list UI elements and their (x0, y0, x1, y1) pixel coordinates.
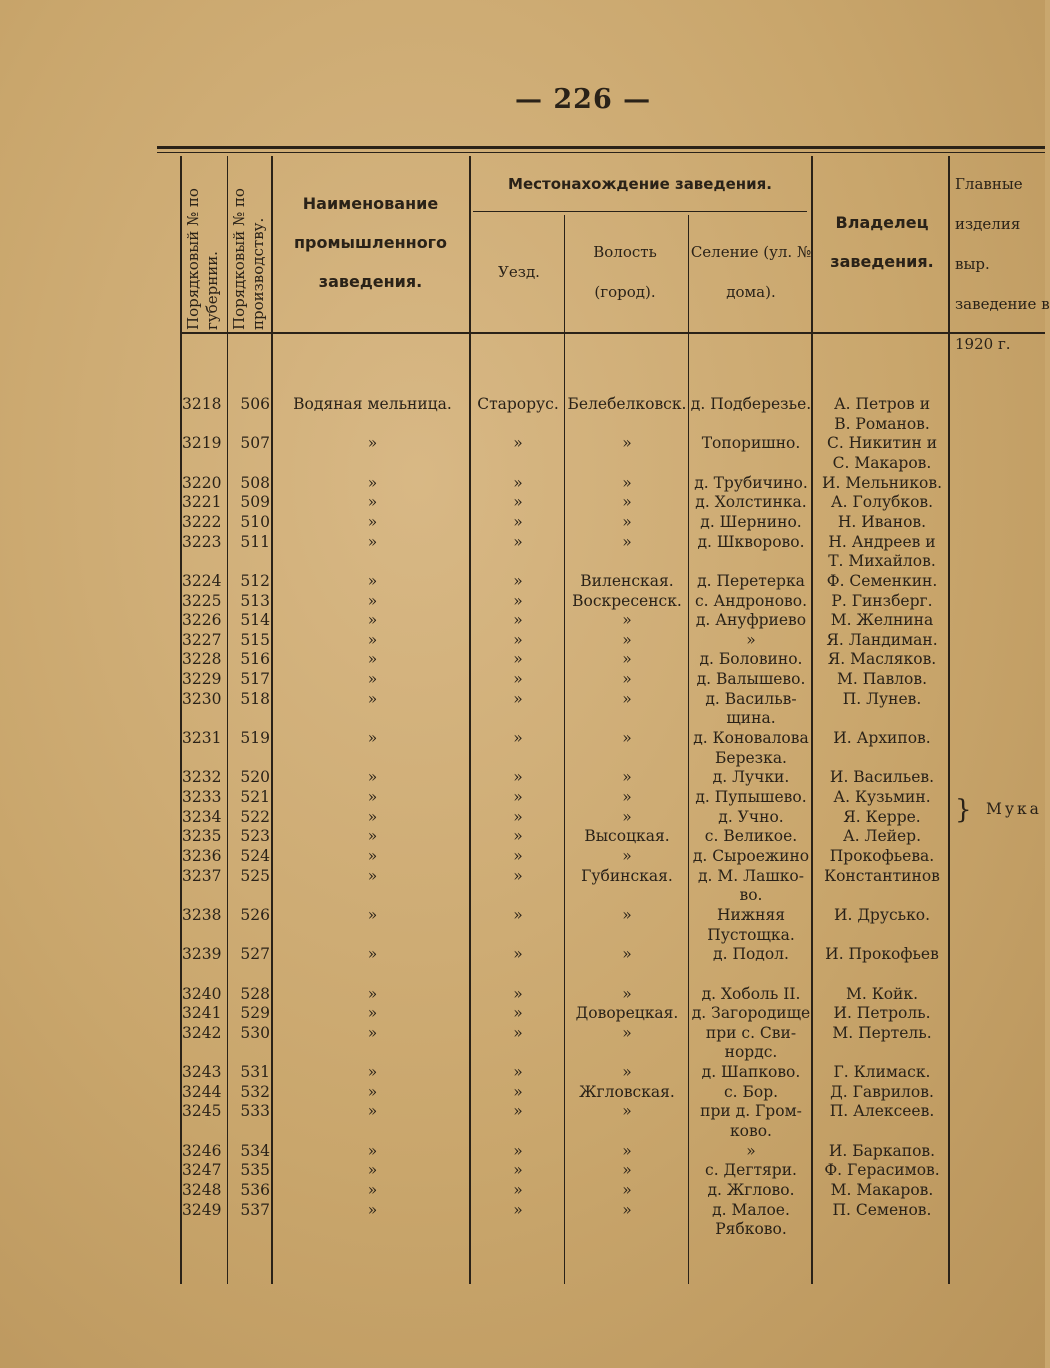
row-39-uezd: » (513, 1161, 523, 1180)
row-26-uezd: » (513, 905, 523, 924)
row-30-volost: » (622, 984, 632, 1003)
row-10-volost: Воскресенск. (572, 591, 682, 610)
row-40-no1: 3248 (182, 1181, 222, 1199)
row-41-volost: » (622, 1200, 632, 1219)
row-20-no1: 3233 (182, 788, 222, 806)
row-41-owner: П. Семенов. (832, 1200, 932, 1219)
row-32-volost: » (622, 1023, 632, 1042)
row-32-no2: 530 (240, 1023, 270, 1042)
row-14-selenie: д. Валышево. (696, 670, 806, 689)
row-21-volost: » (622, 807, 632, 826)
row-23-name: » (367, 846, 378, 865)
row-21-uezd: » (513, 807, 523, 826)
row-24-no1: 3237 (182, 866, 222, 885)
row-15-uezd: » (513, 689, 523, 708)
row-0-name: Водяная мельница. (293, 395, 452, 413)
row-40-uezd: » (513, 1181, 523, 1199)
row-15-name: » (367, 689, 378, 708)
row-8-owner: Т. Михайлов. (828, 552, 936, 571)
row-19-no1: 3232 (182, 768, 222, 787)
row-17-owner: И. Архипов. (833, 729, 931, 748)
row-38-uezd: » (513, 1141, 523, 1160)
row-36-name: » (367, 1102, 378, 1121)
row-36-owner: П. Алексеев. (829, 1102, 935, 1121)
row-17-selenie: д. Коновалова (693, 729, 809, 748)
row-19-owner: И. Васильев. (829, 768, 935, 787)
top-rule-thin (157, 152, 1045, 153)
row-21-owner: Я. Керре. (843, 807, 921, 826)
row-20-volost: » (622, 788, 632, 806)
row-13-uezd: » (513, 650, 523, 669)
row-23-uezd: » (513, 846, 523, 865)
row-12-selenie: » (746, 630, 756, 649)
row-28-selenie: д. Подол. (713, 945, 789, 964)
row-35-name: » (367, 1082, 378, 1101)
row-7-name: » (367, 532, 378, 551)
row-20-name: » (367, 788, 378, 806)
row-12-name: » (367, 630, 378, 649)
row-22-uezd: » (513, 827, 523, 846)
products-brace: } (955, 795, 972, 825)
row-10-name: » (367, 591, 378, 610)
row-30-selenie: д. Хоболь II. (701, 984, 801, 1003)
row-17-name: » (367, 729, 378, 748)
row-35-uezd: » (513, 1082, 523, 1101)
row-22-no1: 3235 (182, 827, 222, 846)
row-36-uezd: » (513, 1102, 523, 1121)
header-uezd: Уезд. (498, 263, 540, 281)
row-18-selenie: Березка. (715, 748, 787, 767)
row-4-volost: » (622, 473, 632, 492)
row-31-no1: 3241 (182, 1004, 222, 1023)
row-14-volost: » (622, 670, 632, 689)
row-28-no2: 527 (240, 945, 270, 964)
header-no-guberniya: Порядковый № по губернии. (184, 188, 221, 330)
row-32-selenie: при с. Сви- (705, 1023, 797, 1042)
row-5-no1: 3221 (182, 493, 222, 512)
row-23-no2: 524 (240, 846, 270, 865)
col-rule-2 (227, 156, 228, 1284)
col-rule-6 (688, 215, 689, 1284)
header-bottom-rule (180, 332, 1045, 334)
products-note: Мука (986, 800, 1042, 818)
row-32-no1: 3242 (182, 1023, 222, 1042)
header-owner: Владелец заведения. (830, 213, 934, 271)
row-38-volost: » (622, 1141, 632, 1160)
row-35-owner: Д. Гаврилов. (830, 1082, 934, 1101)
row-34-no2: 531 (240, 1063, 270, 1082)
row-37-selenie: ково. (729, 1122, 772, 1141)
row-24-no2: 525 (240, 866, 270, 885)
row-32-uezd: » (513, 1023, 523, 1042)
row-21-no2: 522 (240, 807, 270, 826)
row-19-no2: 520 (240, 768, 270, 787)
row-4-no1: 3220 (182, 473, 222, 492)
row-40-volost: » (622, 1181, 632, 1199)
row-38-owner: И. Баркапов. (828, 1141, 936, 1160)
row-0-no2: 506 (240, 395, 270, 413)
row-24-name: » (367, 866, 378, 885)
row-14-no1: 3229 (182, 670, 222, 689)
row-5-owner: А. Голубков. (830, 493, 934, 512)
row-6-volost: » (622, 512, 632, 531)
row-9-no1: 3224 (182, 571, 222, 590)
row-40-selenie: д. Жглово. (707, 1181, 795, 1199)
row-23-selenie: д. Сыроежино (692, 846, 810, 865)
row-10-no1: 3225 (182, 591, 222, 610)
row-19-name: » (367, 768, 378, 787)
row-2-owner: С. Никитин и (826, 434, 938, 453)
row-11-volost: » (622, 611, 632, 630)
row-13-no2: 516 (240, 650, 270, 669)
row-38-no1: 3246 (182, 1141, 222, 1160)
row-38-no2: 534 (240, 1141, 270, 1160)
row-34-no1: 3243 (182, 1063, 222, 1082)
row-5-name: » (367, 493, 378, 512)
row-19-volost: » (622, 768, 632, 787)
row-0-selenie: д. Подберезье. (690, 395, 812, 413)
row-13-volost: » (622, 650, 632, 669)
row-2-no1: 3219 (182, 434, 222, 453)
row-1-owner: В. Романов. (834, 414, 930, 433)
row-9-no2: 512 (240, 571, 270, 590)
row-11-no2: 514 (240, 611, 270, 630)
row-12-no1: 3227 (182, 630, 222, 649)
row-28-volost: » (622, 945, 632, 964)
row-11-owner: М. Желнина (830, 611, 934, 630)
row-6-owner: Н. Иванов. (837, 512, 927, 531)
row-40-name: » (367, 1181, 378, 1199)
row-35-no1: 3244 (182, 1082, 222, 1101)
row-15-no2: 518 (240, 689, 270, 708)
row-39-no2: 535 (240, 1161, 270, 1180)
row-13-owner: Я. Масляков. (827, 650, 937, 669)
row-26-volost: » (622, 905, 632, 924)
col-rule-3 (271, 156, 273, 1284)
row-10-owner: Р. Гинзберг. (831, 591, 933, 610)
row-25-selenie: во. (739, 886, 763, 905)
row-34-selenie: д. Шапково. (701, 1063, 801, 1082)
row-20-no2: 521 (240, 788, 270, 806)
row-28-name: » (367, 945, 378, 964)
row-20-uezd: » (513, 788, 523, 806)
row-32-owner: М. Пертель. (832, 1023, 932, 1042)
row-36-selenie: при д. Гром- (700, 1102, 802, 1121)
header-no-production: Порядковый № по производству. (230, 188, 267, 330)
row-10-selenie: с. Андроново. (694, 591, 808, 610)
row-3-owner: С. Макаров. (832, 453, 932, 472)
row-30-owner: М. Койк. (846, 984, 918, 1003)
row-14-owner: М. Павлов. (836, 670, 928, 689)
row-7-owner: Н. Андреев и (828, 532, 936, 551)
row-24-selenie: д. М. Лашко- (698, 866, 804, 885)
row-2-selenie: Топоришно. (701, 434, 801, 453)
row-9-selenie: д. Перетерка (697, 571, 805, 590)
row-7-uezd: » (513, 532, 523, 551)
row-30-no1: 3240 (182, 984, 222, 1003)
row-10-uezd: » (513, 591, 523, 610)
row-28-owner: И. Прокофьев (825, 945, 939, 964)
row-17-no2: 519 (240, 729, 270, 748)
row-11-no1: 3226 (182, 611, 222, 630)
row-6-selenie: д. Шернино. (700, 512, 802, 531)
row-17-volost: » (622, 729, 632, 748)
row-13-selenie: д. Боловино. (699, 650, 803, 669)
page-number: — 226 — (515, 84, 652, 115)
row-0-owner: А. Петров и (833, 395, 931, 413)
header-selenie: Селение (ул. № дома). (690, 243, 812, 301)
row-39-volost: » (622, 1161, 632, 1180)
row-15-volost: » (622, 689, 632, 708)
row-17-uezd: » (513, 729, 523, 748)
row-4-owner: И. Мельников. (821, 473, 943, 492)
row-31-uezd: » (513, 1004, 523, 1023)
row-0-uezd: Старорус. (477, 395, 559, 413)
row-5-uezd: » (513, 493, 523, 512)
row-9-owner: Ф. Семенкин. (826, 571, 938, 590)
row-2-uezd: » (513, 434, 523, 453)
row-4-no2: 508 (240, 473, 270, 492)
row-4-uezd: » (513, 473, 523, 492)
row-28-uezd: » (513, 945, 523, 964)
row-11-name: » (367, 611, 378, 630)
row-36-no1: 3245 (182, 1102, 222, 1121)
row-4-selenie: д. Трубичино. (694, 473, 808, 492)
row-40-no2: 536 (240, 1181, 270, 1199)
row-34-name: » (367, 1063, 378, 1082)
row-22-selenie: с. Великое. (704, 827, 798, 846)
row-7-volost: » (622, 532, 632, 551)
row-5-volost: » (622, 493, 632, 512)
header-volost: Волость (город). (593, 243, 657, 301)
row-20-selenie: д. Пупышево. (695, 788, 807, 806)
row-20-owner: А. Кузьмин. (833, 788, 931, 806)
row-35-selenie: с. Бор. (723, 1082, 779, 1101)
row-38-name: » (367, 1141, 378, 1160)
row-11-selenie: д. Ануфриево (695, 611, 807, 630)
row-39-selenie: с. Дегтяри. (705, 1161, 797, 1180)
row-28-no1: 3239 (182, 945, 222, 964)
row-21-name: » (367, 807, 378, 826)
row-26-no1: 3238 (182, 905, 222, 924)
row-19-selenie: д. Лучки. (712, 768, 790, 787)
row-35-no2: 532 (240, 1082, 270, 1101)
row-15-selenie: д. Васильв- (705, 689, 797, 708)
row-6-uezd: » (513, 512, 523, 531)
row-26-no2: 526 (240, 905, 270, 924)
row-30-name: » (367, 984, 378, 1003)
row-12-volost: » (622, 630, 632, 649)
row-30-no2: 528 (240, 984, 270, 1003)
row-36-no2: 533 (240, 1102, 270, 1121)
row-21-selenie: д. Учно. (718, 807, 784, 826)
row-19-uezd: » (513, 768, 523, 787)
row-23-volost: » (622, 846, 632, 865)
row-35-volost: Жгловская. (579, 1082, 675, 1101)
header-location-group: Местонахождение заведения. (508, 175, 772, 193)
row-39-name: » (367, 1161, 378, 1180)
row-30-uezd: » (513, 984, 523, 1003)
row-13-no1: 3228 (182, 650, 222, 669)
row-33-selenie: нордс. (724, 1043, 778, 1062)
location-group-rule (473, 211, 807, 212)
row-41-selenie: д. Малое. (712, 1200, 790, 1219)
row-17-no1: 3231 (182, 729, 222, 748)
row-2-name: » (367, 434, 378, 453)
header-name: Наименование промышленного заведения. (293, 194, 448, 291)
row-2-volost: » (622, 434, 632, 453)
row-11-uezd: » (513, 611, 523, 630)
row-31-name: » (367, 1004, 378, 1023)
row-16-selenie: щина. (726, 709, 776, 728)
row-31-owner: И. Петроль. (833, 1004, 931, 1023)
row-15-owner: П. Лунев. (842, 689, 922, 708)
row-26-selenie: Нижняя (717, 905, 785, 924)
row-12-uezd: » (513, 630, 523, 649)
row-42-selenie: Рябково. (715, 1220, 787, 1239)
row-34-owner: Г. Климаск. (833, 1063, 931, 1082)
row-6-name: » (367, 512, 378, 531)
row-14-no2: 517 (240, 670, 270, 689)
row-14-uezd: » (513, 670, 523, 689)
row-23-owner: Прокофьева. (829, 846, 935, 865)
row-26-owner: И. Друсько. (833, 905, 931, 924)
row-7-no2: 511 (240, 532, 270, 551)
row-34-volost: » (622, 1063, 632, 1082)
row-10-no2: 513 (240, 591, 270, 610)
row-22-owner: А. Лейер. (842, 827, 922, 846)
row-6-no1: 3222 (182, 512, 222, 531)
row-40-owner: М. Макаров. (830, 1181, 934, 1199)
row-24-owner: Константинов (824, 866, 940, 885)
row-41-no2: 537 (240, 1200, 270, 1219)
row-5-selenie: д. Холстинка. (695, 493, 807, 512)
row-27-selenie: Пустощка. (707, 925, 795, 944)
row-32-name: » (367, 1023, 378, 1042)
row-23-no1: 3236 (182, 846, 222, 865)
row-26-name: » (367, 905, 378, 924)
row-38-selenie: » (746, 1141, 756, 1160)
row-24-uezd: » (513, 866, 523, 885)
col-rule-5 (564, 215, 565, 1284)
row-7-no1: 3223 (182, 532, 222, 551)
row-31-no2: 529 (240, 1004, 270, 1023)
row-2-no2: 507 (240, 434, 270, 453)
row-14-name: » (367, 670, 378, 689)
row-39-no1: 3247 (182, 1161, 222, 1180)
row-9-name: » (367, 571, 378, 590)
row-5-no2: 509 (240, 493, 270, 512)
row-9-volost: Виленская. (580, 571, 674, 590)
row-12-owner: Я. Ландиман. (826, 630, 938, 649)
header-products: Главные изделия выр. заведение в 1920 г. (955, 175, 1050, 353)
row-0-volost: Белебелковск. (567, 395, 687, 413)
row-6-no2: 510 (240, 512, 270, 531)
row-36-volost: » (622, 1102, 632, 1121)
row-31-volost: Доворецкая. (575, 1004, 679, 1023)
row-7-selenie: д. Шкворово. (697, 532, 805, 551)
row-34-uezd: » (513, 1063, 523, 1082)
row-0-no1: 3218 (182, 395, 222, 413)
row-22-name: » (367, 827, 378, 846)
row-15-no1: 3230 (182, 689, 222, 708)
row-4-name: » (367, 473, 378, 492)
row-31-selenie: д. Загородище (691, 1004, 811, 1023)
row-13-name: » (367, 650, 378, 669)
row-21-no1: 3234 (182, 807, 222, 826)
top-rule-thick (157, 146, 1045, 149)
row-41-no1: 3249 (182, 1200, 222, 1219)
row-41-name: » (367, 1200, 378, 1219)
row-9-uezd: » (513, 571, 523, 590)
row-41-uezd: » (513, 1200, 523, 1219)
row-12-no2: 515 (240, 630, 270, 649)
row-39-owner: Ф. Герасимов. (824, 1161, 940, 1180)
row-24-volost: Губинская. (581, 866, 673, 885)
row-22-volost: Высоцкая. (584, 827, 670, 846)
row-22-no2: 523 (240, 827, 270, 846)
